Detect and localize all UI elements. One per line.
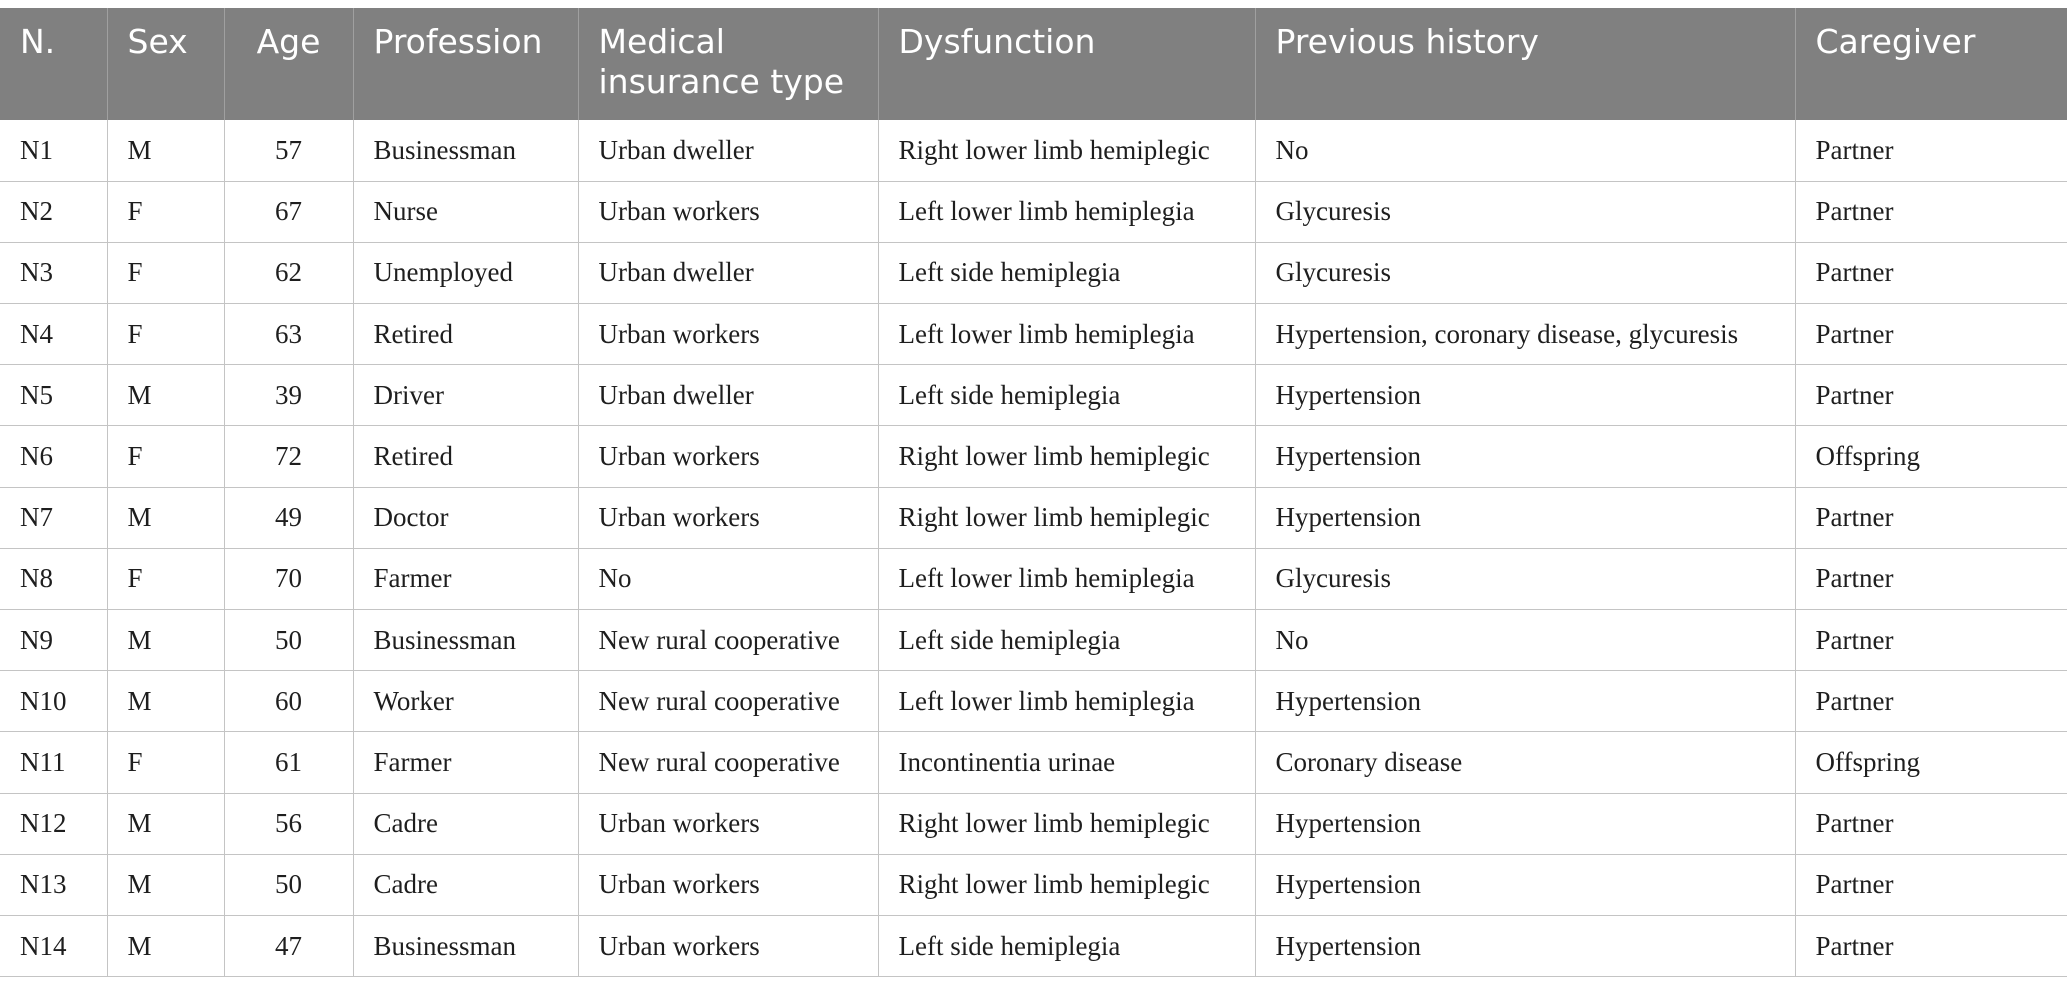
cell-age: 72	[224, 426, 353, 487]
cell-number: N6	[0, 426, 107, 487]
table-body	[0, 120, 2067, 977]
cell-profession: Worker	[353, 671, 578, 732]
header-dysfunction: Dysfunction	[878, 8, 1255, 120]
cell-profession: Businessman	[353, 915, 578, 976]
cell-number: N12	[0, 793, 107, 854]
cell-dysfunction: Right lower limb hemiplegic	[878, 487, 1255, 548]
cell-dysfunction: Left side hemiplegia	[878, 365, 1255, 426]
cell-sex: M	[107, 854, 224, 915]
cell-dysfunction: Incontinentia urinae	[878, 732, 1255, 793]
cell-previous-history: Glycuresis	[1255, 242, 1795, 303]
cell-profession: Nurse	[353, 181, 578, 242]
cell-age: 49	[224, 487, 353, 548]
cell-number: N8	[0, 548, 107, 609]
cell-dysfunction: Left lower limb hemiplegia	[878, 671, 1255, 732]
table-row	[0, 365, 2067, 426]
cell-sex: M	[107, 487, 224, 548]
cell-profession: Unemployed	[353, 242, 578, 303]
cell-number: N10	[0, 671, 107, 732]
cell-medical-insurance-type: Urban workers	[578, 487, 878, 548]
cell-caregiver: Partner	[1815, 134, 1894, 165]
cell-medical-insurance-type: New rural cooperative	[578, 671, 878, 732]
cell-caregiver: Partner	[1815, 930, 1894, 961]
cell-sex: F	[107, 426, 224, 487]
cell-sex: M	[107, 365, 224, 426]
cell-number: N5	[0, 365, 107, 426]
cell-profession: Cadre	[353, 793, 578, 854]
cell-age: 70	[224, 548, 353, 609]
cell-sex: F	[107, 548, 224, 609]
cell-dysfunction: Left lower limb hemiplegia	[878, 548, 1255, 609]
cell-caregiver: Partner	[1815, 808, 1894, 839]
cell-profession: Doctor	[353, 487, 578, 548]
cell-dysfunction: Left lower limb hemiplegia	[878, 304, 1255, 365]
cell-previous-history: Hypertension	[1255, 854, 1795, 915]
cell-previous-history: No	[1255, 120, 1795, 181]
cell-sex: F	[107, 732, 224, 793]
cell-caregiver: Partner	[1815, 196, 1894, 227]
cell-dysfunction: Left side hemiplegia	[878, 610, 1255, 671]
cell-age: 57	[224, 120, 353, 181]
cell-age: 67	[224, 181, 353, 242]
cell-medical-insurance-type: Urban workers	[578, 426, 878, 487]
cell-profession: Retired	[353, 426, 578, 487]
patient-characteristics-table	[0, 8, 2067, 977]
header-medical-insurance-type: Medical insurance type	[578, 8, 878, 120]
cell-sex: M	[107, 120, 224, 181]
header-caregiver: Caregiver	[1815, 22, 1976, 61]
cell-medical-insurance-type: Urban dweller	[578, 120, 878, 181]
cell-profession: Farmer	[353, 548, 578, 609]
table-row	[0, 120, 2067, 181]
cell-age: 39	[224, 365, 353, 426]
table-row	[0, 732, 2067, 793]
cell-sex: F	[107, 181, 224, 242]
cell-previous-history: Glycuresis	[1255, 548, 1795, 609]
cell-previous-history: Hypertension	[1255, 793, 1795, 854]
header-age: Age	[224, 8, 353, 120]
cell-profession: Businessman	[353, 120, 578, 181]
table-row	[0, 793, 2067, 854]
cell-caregiver: Offspring	[1815, 746, 1920, 777]
cell-caregiver: Partner	[1815, 624, 1894, 655]
table-row	[0, 304, 2067, 365]
cell-sex: M	[107, 915, 224, 976]
table-row	[0, 242, 2067, 303]
cell-dysfunction: Left lower limb hemiplegia	[878, 181, 1255, 242]
cell-age: 47	[224, 915, 353, 976]
cell-previous-history: Hypertension	[1255, 915, 1795, 976]
cell-sex: M	[107, 671, 224, 732]
cell-dysfunction: Left side hemiplegia	[878, 242, 1255, 303]
cell-dysfunction: Left side hemiplegia	[878, 915, 1255, 976]
cell-previous-history: Hypertension	[1255, 365, 1795, 426]
cell-dysfunction: Right lower limb hemiplegic	[878, 426, 1255, 487]
header-number: N.	[0, 8, 107, 120]
cell-medical-insurance-type: Urban workers	[578, 854, 878, 915]
cell-profession: Businessman	[353, 610, 578, 671]
cell-caregiver: Partner	[1815, 379, 1894, 410]
cell-age: 50	[224, 610, 353, 671]
table-row	[0, 487, 2067, 548]
cell-age: 62	[224, 242, 353, 303]
table-row	[0, 915, 2067, 976]
cell-previous-history: Coronary disease	[1255, 732, 1795, 793]
header-row	[0, 8, 2067, 120]
cell-caregiver: Partner	[1815, 318, 1894, 349]
cell-previous-history: Hypertension	[1255, 671, 1795, 732]
cell-caregiver: Offspring	[1815, 441, 1920, 472]
cell-medical-insurance-type: No	[578, 548, 878, 609]
cell-profession: Retired	[353, 304, 578, 365]
cell-number: N11	[0, 732, 107, 793]
cell-number: N1	[0, 120, 107, 181]
cell-medical-insurance-type: New rural cooperative	[578, 610, 878, 671]
cell-medical-insurance-type: Urban workers	[578, 793, 878, 854]
table-row	[0, 671, 2067, 732]
cell-caregiver: Partner	[1815, 502, 1894, 533]
cell-number: N13	[0, 854, 107, 915]
table-row	[0, 181, 2067, 242]
cell-age: 50	[224, 854, 353, 915]
cell-previous-history: Hypertension, coronary disease, glycuresis	[1255, 304, 1795, 365]
cell-medical-insurance-type: Urban workers	[578, 181, 878, 242]
cell-medical-insurance-type: Urban dweller	[578, 242, 878, 303]
patient-table-container	[0, 8, 2067, 977]
cell-medical-insurance-type: Urban dweller	[578, 365, 878, 426]
cell-age: 61	[224, 732, 353, 793]
table-header	[0, 8, 2067, 120]
header-sex: Sex	[107, 8, 224, 120]
table-row	[0, 610, 2067, 671]
table-row	[0, 548, 2067, 609]
cell-profession: Farmer	[353, 732, 578, 793]
cell-caregiver: Partner	[1815, 685, 1894, 716]
cell-caregiver: Partner	[1815, 257, 1894, 288]
cell-sex: F	[107, 242, 224, 303]
cell-previous-history: No	[1255, 610, 1795, 671]
cell-number: N7	[0, 487, 107, 548]
cell-previous-history: Hypertension	[1255, 426, 1795, 487]
cell-number: N4	[0, 304, 107, 365]
cell-dysfunction: Right lower limb hemiplegic	[878, 854, 1255, 915]
cell-medical-insurance-type: Urban workers	[578, 915, 878, 976]
cell-medical-insurance-type: New rural cooperative	[578, 732, 878, 793]
header-previous-history: Previous history	[1255, 8, 1795, 120]
cell-age: 63	[224, 304, 353, 365]
header-profession: Profession	[353, 8, 578, 120]
cell-previous-history: Hypertension	[1255, 487, 1795, 548]
cell-number: N3	[0, 242, 107, 303]
cell-caregiver: Partner	[1815, 563, 1894, 594]
cell-previous-history: Glycuresis	[1255, 181, 1795, 242]
cell-sex: F	[107, 304, 224, 365]
cell-dysfunction: Right lower limb hemiplegic	[878, 120, 1255, 181]
cell-number: N9	[0, 610, 107, 671]
cell-age: 60	[224, 671, 353, 732]
cell-caregiver: Partner	[1815, 869, 1894, 900]
cell-age: 56	[224, 793, 353, 854]
cell-number: N2	[0, 181, 107, 242]
cell-sex: M	[107, 793, 224, 854]
cell-dysfunction: Right lower limb hemiplegic	[878, 793, 1255, 854]
table-row	[0, 854, 2067, 915]
table-row	[0, 426, 2067, 487]
cell-sex: M	[107, 610, 224, 671]
cell-profession: Cadre	[353, 854, 578, 915]
cell-number: N14	[0, 915, 107, 976]
cell-profession: Driver	[353, 365, 578, 426]
cell-medical-insurance-type: Urban workers	[578, 304, 878, 365]
